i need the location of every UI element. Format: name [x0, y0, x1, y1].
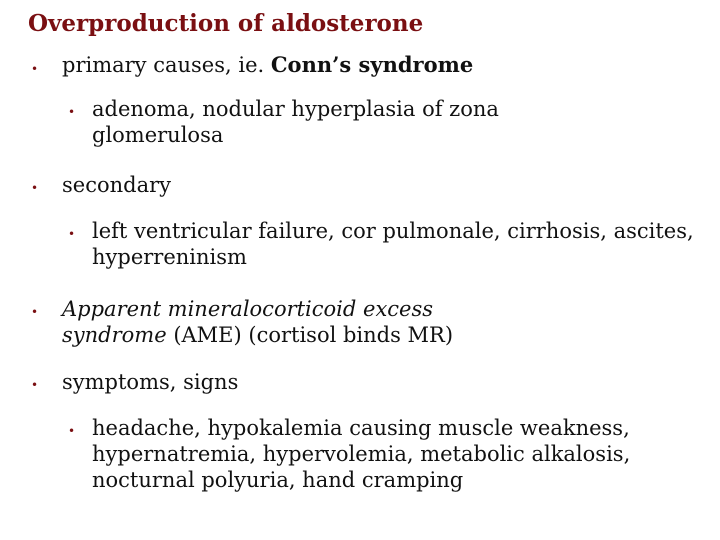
bullet-marker: •: [31, 378, 39, 392]
sub-bullet-secondary: left ventricular failure, cor pulmonale, cirrhosis, ascites, hyperreninism: [92, 219, 694, 269]
bullet-marker: •: [31, 62, 39, 76]
sub-bullet-marker: •: [68, 105, 76, 119]
sub-bullet-marker: •: [68, 227, 76, 241]
bullet-marker: •: [31, 305, 39, 319]
bullet-secondary: secondary: [62, 173, 171, 197]
sub-bullet-primary: adenoma, nodular hyperplasia of zona glomerulosa: [92, 97, 499, 147]
conns-syndrome-term: Conn’s syndrome: [270, 52, 474, 77]
bullet-primary-causes: [62, 52, 702, 78]
sub-bullet-marker: •: [68, 424, 76, 438]
slide-title: Overproduction of aldosterone: [28, 10, 424, 37]
bullet-primary-text: primary causes, ie.: [62, 53, 271, 77]
bullet-marker: •: [31, 181, 39, 195]
sub-bullet-symptoms: headache, hypokalemia causing muscle weakness, hypernatremia, hypervolemia, metabolic alkalosis, nocturnal polyuria, hand cramping: [92, 416, 631, 492]
ame-italic-term: Apparent mineralocorticoid excess syndrome: [62, 297, 434, 347]
bullet-ame: [62, 296, 542, 348]
ame-rest-text: (AME) (cortisol binds MR): [166, 323, 454, 347]
bullet-symptoms: symptoms, signs: [62, 370, 239, 394]
